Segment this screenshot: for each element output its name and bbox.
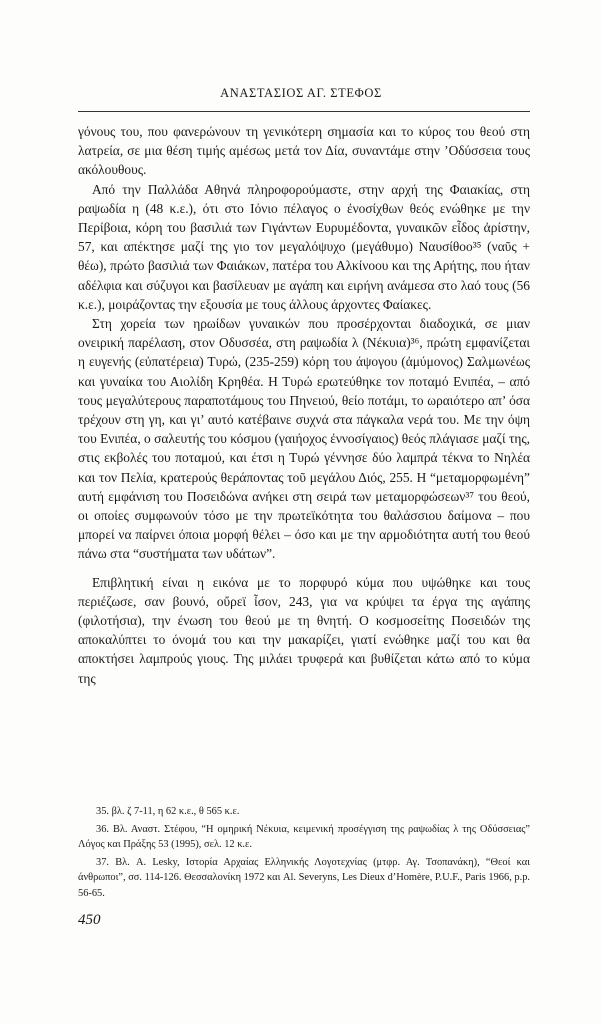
paragraph: Επιβλητική είναι η εικόνα με το πορφυρό κύμα που υψώθηκε και τους περιέζωσε, σαν βουνό, οὔρεϊ ἶσον, 243, για να κρύψει τα έργα της αγάπης (φιλοτήσια), την ένωση του θεού με τη θνητή. Ο κοσμοσείτης Ποσειδών της αποκαλύπτει το όνομά του και την μακαρίζει, γιατί ενώθηκε μαζί του και θα αποκτήσει λαμπρούς γιους. Της μιλάει τρυφερά και βυθίζεται κάτω από το κύμα της xyxy=(78,574,530,686)
footnote: 35. βλ. ζ 7-11, η 62 κ.ε., θ 565 κ.ε. xyxy=(96,806,240,817)
footnote: 37. Βλ. A. Lesky, Ιστορία Αρχαίας Ελληνικής Λογοτεχνίας (μτφρ. Αγ. Τσοπανάκη), “Θεοί και άνθρωποι”, σσ. 114-126. Θεσσαλονίκη 1972 και Al. Severyns, Les Dieux d’Homère, P.U.F., Paris 1966, p.p. 56-65. xyxy=(78,856,530,899)
paragraph: γόνους του, που φανερώνουν τη γενικότερη σημασία και το κύρος του θεού στη λατρεία, σε μια θέση τιμής αμέσως μετά τον Δία, συναντάμε στην ’Οδύσσεια τους ακόλουθους. xyxy=(78,124,530,178)
footnote: 36. Βλ. Αναστ. Στέφου, “Η ομηρική Νέκυια, κειμενική προσέγγιση της ραψωδίας λ της Οδύσσειας” Λόγος και Πράξης 53 (1995), σελ. 12 κ.ε. xyxy=(78,823,530,851)
paragraph: Στη χορεία των ηρωίδων γυναικών που προσέρχονται διαδοχικά, σε μιαν ονειρική παρέλαση, στον Οδυσσέα, στη ραψωδία λ (Νέκυια)³⁶, πρώτη εμφανίζεται η ευγενής (εὐπατέρεια) Τυρώ, (235-259) κόρη του άψογου (ἀμύμονος) Σαλμωνέως και γυναίκα του Αιολίδη Κρηθέα. Η Τυρώ ερωτεύθηκε τον ποταμό Ενιπέα, – από τους μεγαλύτερους παραποτάμους του Πηνειού, θείο ποτάμι, το ωραιότερο απ’ όσα τρέχουν στη γη, και γι’ αυτό κατέβαινε συχνά στα πάγκαλα νερά του. Με την όψη του Ενιπέα, ο σαλευτής του κόσμου (γαιήοχος ἐννοσίγαιος) θεός πλάγιασε μαζί της, στις εκβολές του ποταμού, και έτσι η Τυρώ γέννησε δύο λαμπρά τέκνα το Νηλέα και τον Πελία, κρατερούς θεράποντας τοῦ μεγάλου Διός, 255. Η “μεταμορφωμένη” αυτή εμφάνιση του Ποσειδώνα ανήκει στη σειρά των μεταμορφώσεων³⁷ του θεού, οι οποίες συμφωνούν τόσο με την πρωτεϊκότητα του θαλάσσιου δαίμονα – που μπορεί να παίρνει όποια μορφή θέλει – όσο και με την αρμοδιότητα αυτή του θεού πάνω στα “συστήματα των υδάτων”. xyxy=(78,316,530,562)
running-head: ΑΝΑΣΤΑΣΙΟΣ ΑΓ. ΣΤΕΦΟΣ xyxy=(220,86,382,100)
main-text xyxy=(78,122,530,688)
paragraph: Από την Παλλάδα Αθηνά πληροφορούμαστε, στην αρχή της Φαιακίας, στη ραψωδία η (48 κ.ε.), ότι στο Ιόνιο πέλαγος ο ἐνοσίχθων θεός ενώθηκε με την Περίβοια, κόρη του βασιλιά των Γιγάντων Ευρυμέδοντα, γυναικῶν εἶδος ἀρίστην, 57, και απέκτησε μαζί της γιο τον μεγαλόψυχο (μεγάθυμο) Ναυσίθοο³⁵ (ναῦς + θέω), πρώτο βασιλιά των Φαιάκων, πατέρα του Αλκίνοου και της Αρήτης, που ήταν αδέλφια και σύζυγοι και βασίλευαν με αγάπη και ειρήνη ανάμεσα στο λαό τους (56 κ.ε.), μοιράζοντας την εξουσία με τους άλλους άρχοντες Φαίακες. xyxy=(78,181,530,312)
header-rule xyxy=(78,111,530,112)
page-number: 450 xyxy=(78,912,101,928)
footnotes xyxy=(78,804,530,904)
